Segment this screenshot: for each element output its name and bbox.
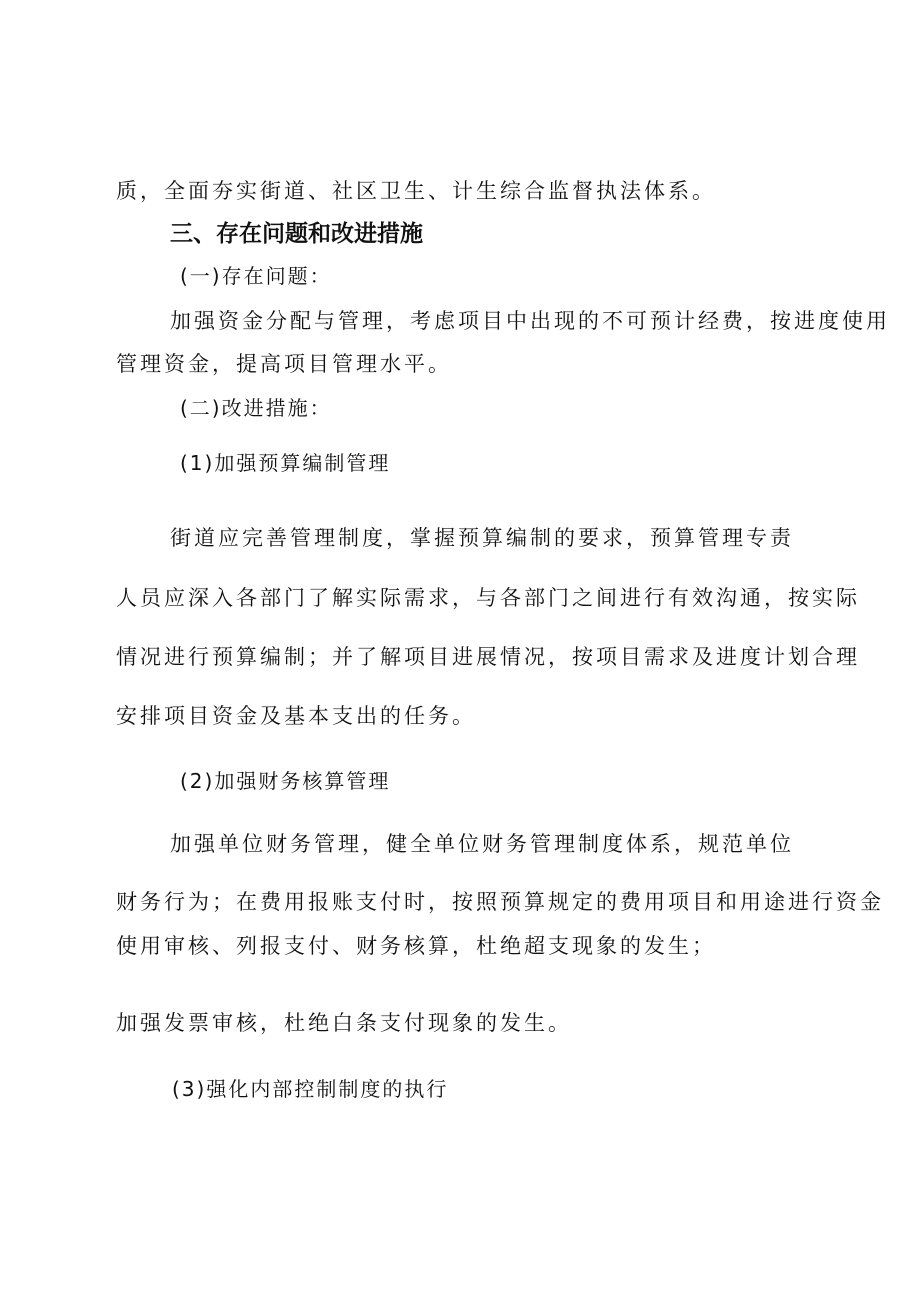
paragraph-line: 管理资金，提高项目管理水平。 [116,352,452,376]
paragraph-line: 使用审核、列报支付、财务核算，杜绝超支现象的发生； [116,934,716,958]
item-title: (1)加强预算编制管理 [180,451,391,475]
paragraph-line: 质，全面夯实街道、社区卫生、计生综合监督执法体系。 [116,179,716,203]
section-heading: 三、存在问题和改进措施 [170,221,423,247]
paragraph-line: 安排项目资金及基本支出的任务。 [116,704,476,728]
paragraph-line: 情况进行预算编制；并了解项目进展情况，按项目需求及进度计划合理 [116,645,860,669]
paragraph-line: 加强发票审核，杜绝白条支付现象的发生。 [116,1011,572,1035]
subsection-heading: (二)改进措施： [180,396,332,420]
item-title: (3)强化内部控制制度的执行 [172,1077,449,1101]
item-title: (2)加强财务核算管理 [180,769,391,793]
paragraph-line: 财务行为；在费用报账支付时，按照预算规定的费用项目和用途进行资金 [116,890,884,914]
paragraph-line: 街道应完善管理制度，掌握预算编制的要求，预算管理专责 [170,526,794,550]
paragraph-line: 人员应深入各部门了解实际需求，与各部门之间进行有效沟通，按实际 [116,586,860,610]
paragraph-line: 加强单位财务管理，健全单位财务管理制度体系，规范单位 [170,832,794,856]
subsection-heading: (一)存在问题： [180,264,332,288]
paragraph-line: 加强资金分配与管理，考虑项目中出现的不可预计经费，按进度使用 [170,309,890,333]
